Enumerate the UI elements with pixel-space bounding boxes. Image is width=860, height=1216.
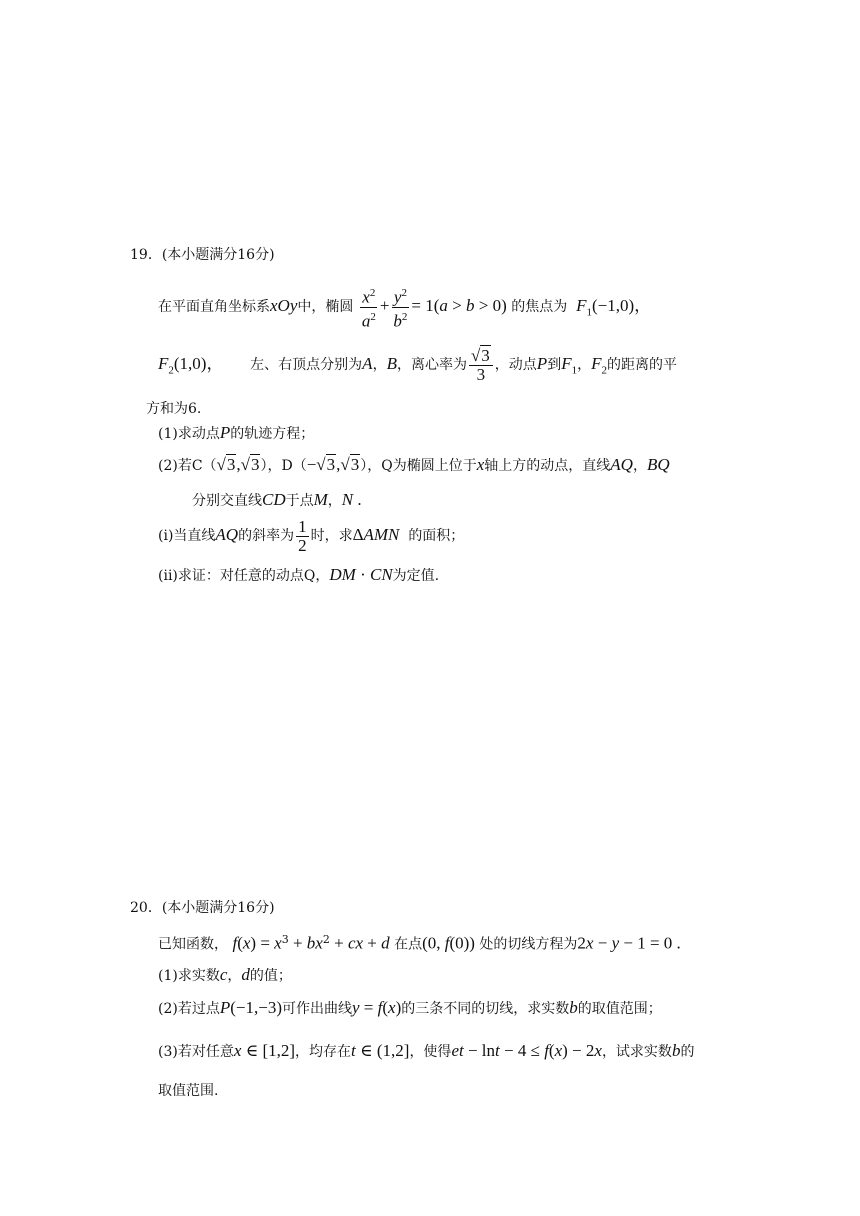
q19-part1-text: (1)求动点 xyxy=(158,426,220,442)
ellipse-term-y: $\frac{y^2}{b^2}$ xyxy=(391,284,409,330)
q19-stem-text: 左、右顶点分别为 xyxy=(250,357,363,373)
q20-stem: 已知函数， $f(x) = x^3 + bx^2$ + cx + d 在点(0, f(0)) 处的切线方程为2x − y − 1 = 0 . xyxy=(158,933,681,953)
q20-part2-text: 的三条不同的切线，求实数 xyxy=(401,1001,570,1017)
q19-part2-line2: 分别交直线CD于点M，N . xyxy=(192,490,362,509)
slope-fraction: $\frac{1}{2}$ xyxy=(298,516,307,555)
q19-part2-text: (2)若C（ xyxy=(158,458,217,474)
q20-part3-text: ，均存在 xyxy=(295,1044,352,1060)
q19-part2-text: 分别交直线 xyxy=(192,493,262,509)
q19-part2-ii-text: (ii)求证：对任意的动点Q， xyxy=(158,568,330,584)
q19-part2-i: (i)当直线AQ的斜率为 $\frac{1}{2}$ 时，求ΔAMN 的面积； xyxy=(158,516,465,555)
coord-system: xOy xyxy=(270,296,298,316)
q19-part1-text: 的轨迹方程； xyxy=(230,426,315,442)
q19-part2-ii: (ii)求证：对任意的动点Q，DM · CN为定值. xyxy=(158,565,440,584)
q19-part2-ii-text: 为定值. xyxy=(392,568,440,584)
q20-part3-line2: 取值范围. xyxy=(158,1083,219,1099)
q19-part2-i-text: 时，求 xyxy=(310,528,353,544)
q19-stem-line2: $F_2(1,0)$， 左、右顶点分别为A，B，离心率为 $\frac{√3}{3}$ ，动点P到$F_1$，$F_2$的距离的平 xyxy=(158,345,677,384)
q20-part3-text: ，使得 xyxy=(409,1044,452,1060)
q19-stem-text: 在平面直角坐标系 xyxy=(158,299,270,316)
q19-part2-i-text: 的面积； xyxy=(408,528,465,544)
q20-stem-text: 在点 xyxy=(394,936,423,953)
q19-stem-text: ，离心率为 xyxy=(396,357,467,373)
q20-part3-text: (3)若对任意 xyxy=(158,1044,234,1060)
q20-part1: (1)求实数c，d的值； xyxy=(158,965,292,984)
q19-stem-text: ，动点 xyxy=(494,357,537,373)
q19-part2-text: ），D（ xyxy=(260,458,307,474)
q19-header: 19．(本小题满分16分) xyxy=(130,247,275,263)
q20-stem-text: 处的切线方程为 xyxy=(479,936,578,953)
eccentricity-fraction: $\frac{√3}{3}$ xyxy=(469,347,493,384)
q19-stem-text: 的焦点为 xyxy=(511,299,568,316)
q20-part1-text: 的值； xyxy=(249,968,292,984)
q20-part2-text: 可作出曲线 xyxy=(281,1001,352,1017)
q20-part2-text: (2)若过点 xyxy=(158,1001,220,1017)
q19-part1: (1)求动点P的轨迹方程； xyxy=(158,423,315,442)
q19-part2-text: ），Q为椭圆上位于 xyxy=(360,458,477,474)
q20-part3: (3)若对任意x ∈ [1,2]，均存在t ∈ (1,2]，使得et − lnt − 4 ≤ f(x) − 2x，试求实数b的 xyxy=(158,1041,695,1060)
q20-header: 20．(本小题满分16分) xyxy=(130,900,275,916)
q20-stem-text: 已知函数， xyxy=(158,936,228,953)
q20-part1-text: (1)求实数 xyxy=(158,968,220,984)
focus-f1: $F_1$ xyxy=(576,296,593,319)
q19-stem-text: 的距离的平 xyxy=(606,357,677,373)
q19-part2-i-text: (i)当直线 xyxy=(158,528,216,544)
q19-part2-i-text: 的斜率为 xyxy=(238,528,295,544)
q19-stem-line1: 在平面直角坐标系xOy中，椭圆 $\frac{x^2}{a^2}$ + $\frac{y^2}{b^2}$ = 1(a > b > 0) 的焦点为 $F_1(-1,0)$， xyxy=(158,284,651,324)
ellipse-term-x: $\frac{x^2}{a^2}$ xyxy=(360,284,378,330)
q19-stem-line3: 方和为6. xyxy=(146,401,202,417)
q20-part3-text: 的 xyxy=(680,1044,695,1060)
q20-part3-text: ，试求实数 xyxy=(601,1044,672,1060)
q20-part2-text: 的取值范围； xyxy=(577,1001,662,1017)
q19-part2-text: 轴上方的动点，直线 xyxy=(484,458,611,474)
q19-part2-text: 于点 xyxy=(285,493,314,509)
q19-part2: (2)若C（√3,√3），D（−√3,√3），Q为椭圆上位于x轴上方的动点，直线AQ，BQ xyxy=(158,455,670,474)
focus-f2: $F_2$ xyxy=(158,354,174,377)
q19-stem-text: 到 xyxy=(547,357,562,373)
q19-stem-text: 中，椭圆 xyxy=(297,299,354,316)
q20-part2: (2)若过点P(−1,−3)可作出曲线y = f(x)的三条不同的切线，求实数b的取值范围； xyxy=(158,998,662,1017)
